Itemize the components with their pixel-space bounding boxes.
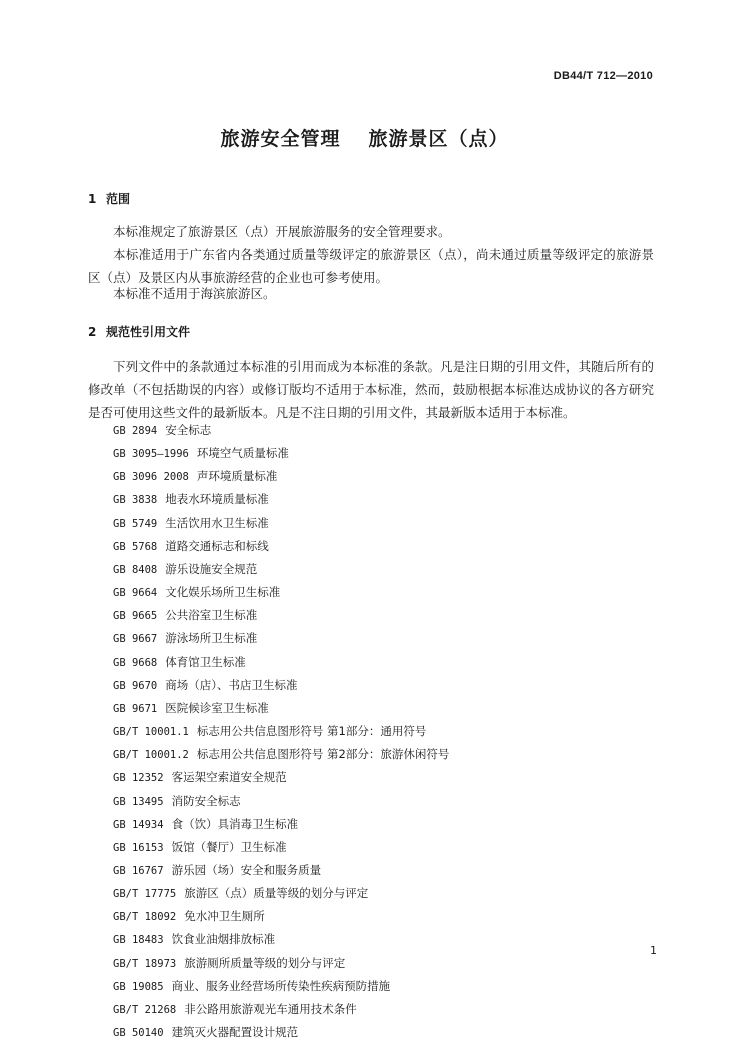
reference-code: GB/T 17775 — [113, 888, 177, 901]
reference-item — [113, 697, 449, 720]
reference-item — [113, 442, 449, 465]
reference-code: GB 9664 — [113, 587, 158, 600]
reference-list — [113, 419, 449, 1044]
reference-item — [113, 627, 449, 650]
paragraph: 本标准不适用于海滨旅游区。 — [113, 286, 276, 301]
reference-item — [113, 766, 449, 789]
reference-code: GB 8408 — [113, 563, 158, 576]
title-main: 旅游安全管理 — [220, 128, 341, 150]
reference-title: 体育馆卫生标准 — [165, 654, 246, 669]
reference-item — [113, 581, 449, 604]
reference-code: GB 18483 — [113, 934, 164, 947]
reference-title: 旅游厕所质量等级的划分与评定 — [184, 955, 346, 970]
reference-code: GB 50140 — [113, 1027, 164, 1040]
reference-item — [113, 651, 449, 674]
reference-code: GB 9670 — [113, 679, 158, 692]
reference-item — [113, 535, 449, 558]
reference-title: 饮食业油烟排放标准 — [171, 932, 276, 947]
reference-code: GB 9671 — [113, 702, 158, 715]
reference-title: 商业、服务业经营场所传染性疾病预防措施 — [171, 978, 391, 993]
reference-code: GB/T 18092 — [113, 911, 177, 924]
document-title — [0, 124, 729, 151]
reference-code: GB 3838 — [113, 494, 158, 507]
reference-item — [113, 1021, 449, 1044]
reference-title: 道路交通标志和标线 — [165, 538, 269, 553]
section-2-heading — [88, 323, 190, 340]
reference-code: GB 5749 — [113, 517, 158, 530]
title-sub: 旅游景区（点） — [368, 128, 509, 150]
reference-title: 生活饮用水卫生标准 — [165, 515, 269, 530]
reference-code: GB 19085 — [113, 980, 164, 993]
reference-code: GB 9667 — [113, 633, 158, 646]
reference-title: 免水冲卫生厕所 — [184, 909, 265, 924]
paragraph: 本标准适用于广东省内各类通过质量等级评定的旅游景区（点），尚未通过质量等级评定的旅游景区（点）及景区内从事旅游经营的企业也可参考使用。 — [88, 247, 654, 285]
reference-item — [113, 419, 449, 442]
reference-item — [113, 512, 449, 535]
reference-title: 非公路用旅游观光车通用技术条件 — [184, 1001, 357, 1016]
reference-item — [113, 836, 449, 859]
reference-item — [113, 952, 449, 975]
reference-title: 医院候诊室卫生标准 — [165, 700, 269, 715]
reference-title: 标志用公共信息图形符号 第2部分：旅游休闲符号 — [196, 747, 450, 762]
reference-code: GB 3096 2008 — [113, 471, 189, 484]
reference-code: GB 14934 — [113, 818, 164, 831]
reference-code: GB 16153 — [113, 841, 164, 854]
reference-code: GB 3095—1996 — [113, 448, 189, 461]
reference-title: 商场（店）、书店卫生标准 — [165, 677, 298, 692]
reference-code: GB/T 10001.1 — [113, 726, 189, 739]
reference-item — [113, 674, 449, 697]
reference-item — [113, 813, 449, 836]
reference-item — [113, 905, 449, 928]
reference-item — [113, 720, 449, 743]
section-1-heading — [88, 190, 130, 207]
reference-title: 旅游区（点）质量等级的划分与评定 — [184, 886, 369, 901]
reference-title: 安全标志 — [165, 423, 212, 437]
reference-item — [113, 928, 449, 951]
reference-item — [113, 975, 449, 998]
reference-title: 文化娱乐场所卫生标准 — [165, 585, 281, 600]
reference-item — [113, 465, 449, 488]
reference-title: 游乐园（场）安全和服务质量 — [171, 862, 322, 877]
reference-item — [113, 882, 449, 905]
page-number: 1 — [650, 944, 657, 957]
reference-title: 声环境质量标准 — [196, 469, 278, 484]
reference-item — [113, 558, 449, 581]
reference-title: 饭馆（餐厅）卫生标准 — [171, 839, 287, 854]
reference-title: 地表水环境质量标准 — [165, 492, 269, 507]
reference-code: GB 2894 — [113, 425, 158, 437]
reference-code: GB 13495 — [113, 795, 164, 808]
reference-code: GB/T 21268 — [113, 1003, 177, 1016]
section-number: 2 — [88, 325, 97, 339]
reference-title: 建筑灭火器配置设计规范 — [171, 1025, 299, 1040]
reference-code: GB/T 18973 — [113, 957, 177, 970]
reference-title: 环境空气质量标准 — [196, 446, 289, 461]
section-number: 1 — [88, 192, 97, 206]
reference-title: 游泳场所卫生标准 — [165, 631, 258, 646]
reference-code: GB 9668 — [113, 656, 158, 669]
reference-title: 标志用公共信息图形符号 第1部分：通用符号 — [196, 724, 427, 739]
reference-item — [113, 743, 449, 766]
reference-code: GB/T 10001.2 — [113, 749, 189, 762]
paragraph: 下列文件中的条款通过本标准的引用而成为本标准的条款。凡是注日期的引用文件，其随后所有的修改单（不包括勘误的内容）或修订版均不适用于本标准，然而，鼓励根据本标准达成协议的各方研究是否可使用这些文件的最新版本。凡是不注日期的引用文件，其最新版本适用于本标准。 — [88, 359, 654, 420]
reference-title: 公共浴室卫生标准 — [165, 608, 258, 623]
reference-code: GB 16767 — [113, 864, 164, 877]
reference-code: GB 12352 — [113, 772, 164, 785]
reference-item — [113, 998, 449, 1021]
section-title: 规范性引用文件 — [106, 325, 191, 339]
reference-code: GB 5768 — [113, 540, 158, 553]
reference-title: 游乐设施安全规范 — [165, 561, 258, 576]
standard-code: DB44/T 712—2010 — [553, 70, 653, 82]
reference-item — [113, 604, 449, 627]
section-title: 范围 — [106, 192, 131, 206]
reference-item — [113, 790, 449, 813]
reference-item — [113, 488, 449, 511]
reference-item — [113, 859, 449, 882]
reference-title: 食（饮）具消毒卫生标准 — [171, 816, 299, 831]
reference-title: 消防安全标志 — [171, 793, 241, 808]
paragraph: 本标准规定了旅游景区（点）开展旅游服务的安全管理要求。 — [113, 224, 451, 239]
reference-title: 客运架空索道安全规范 — [171, 770, 287, 785]
reference-code: GB 9665 — [113, 610, 158, 623]
